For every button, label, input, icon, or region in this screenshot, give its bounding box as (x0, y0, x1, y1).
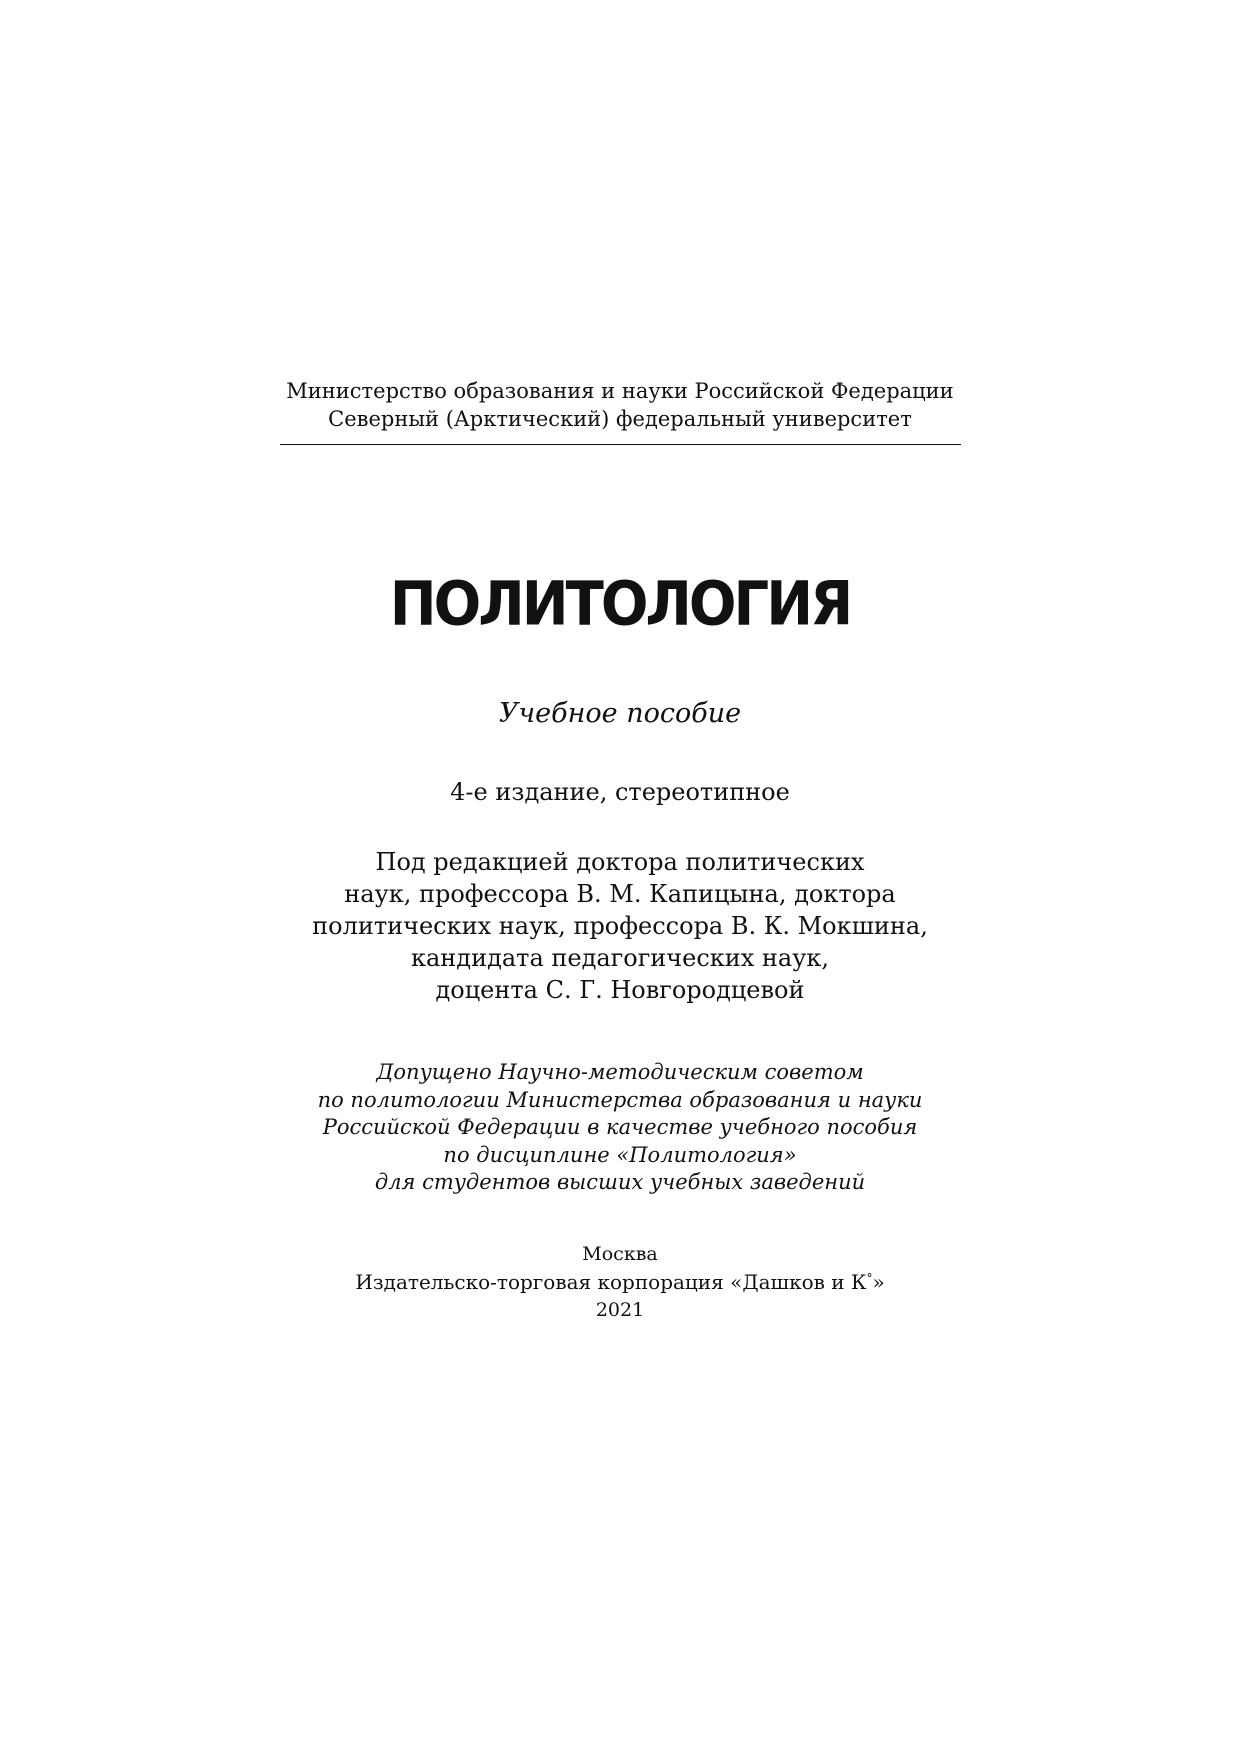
imprint-year: 2021 (595, 1299, 645, 1321)
editors-line: политических наук, профессора В. К. Мокшина, (312, 912, 928, 940)
header-divider (280, 444, 961, 445)
approval-line: по политологии Министерства образования и науки (317, 1087, 923, 1112)
approval-line: Российской Федерации в качестве учебного пособия (322, 1115, 918, 1139)
publisher-degree-mark: ° (866, 1271, 873, 1286)
editors-block (0, 846, 1240, 1006)
edition-note: 4-е издание, стереотипное (450, 778, 790, 806)
editors-line: Под редакцией доктора политических (375, 848, 865, 876)
approval-line: по дисциплине «Политология» (443, 1142, 797, 1167)
approval-line: для студентов высших учебных заведений (374, 1170, 866, 1194)
book-subtitle: Учебное пособие (498, 698, 742, 729)
imprint-city: Москва (582, 1243, 658, 1265)
header-institution (0, 377, 1240, 433)
university-name: Северный (Арктический) федеральный университет (328, 407, 912, 431)
publisher-closing-quote: » (872, 1270, 885, 1294)
approval-line: Допущено Научно-методическим советом (376, 1060, 864, 1084)
publisher-name: Издательско-торговая корпорация «Дашков и К (355, 1270, 867, 1294)
editors-line: наук, профессора В. М. Капицына, доктора (344, 880, 896, 908)
editors-line: доцента С. Г. Новгородцевой (435, 976, 805, 1004)
approval-block (0, 1059, 1240, 1197)
imprint-publisher (0, 1268, 1240, 1296)
editors-line: кандидата педагогических наук, (411, 944, 829, 972)
imprint-block (0, 1240, 1240, 1324)
ministry-name: Министерство образования и науки Российской Федерации (286, 379, 954, 403)
book-title: ПОЛИТОЛОГИЯ (389, 569, 851, 640)
